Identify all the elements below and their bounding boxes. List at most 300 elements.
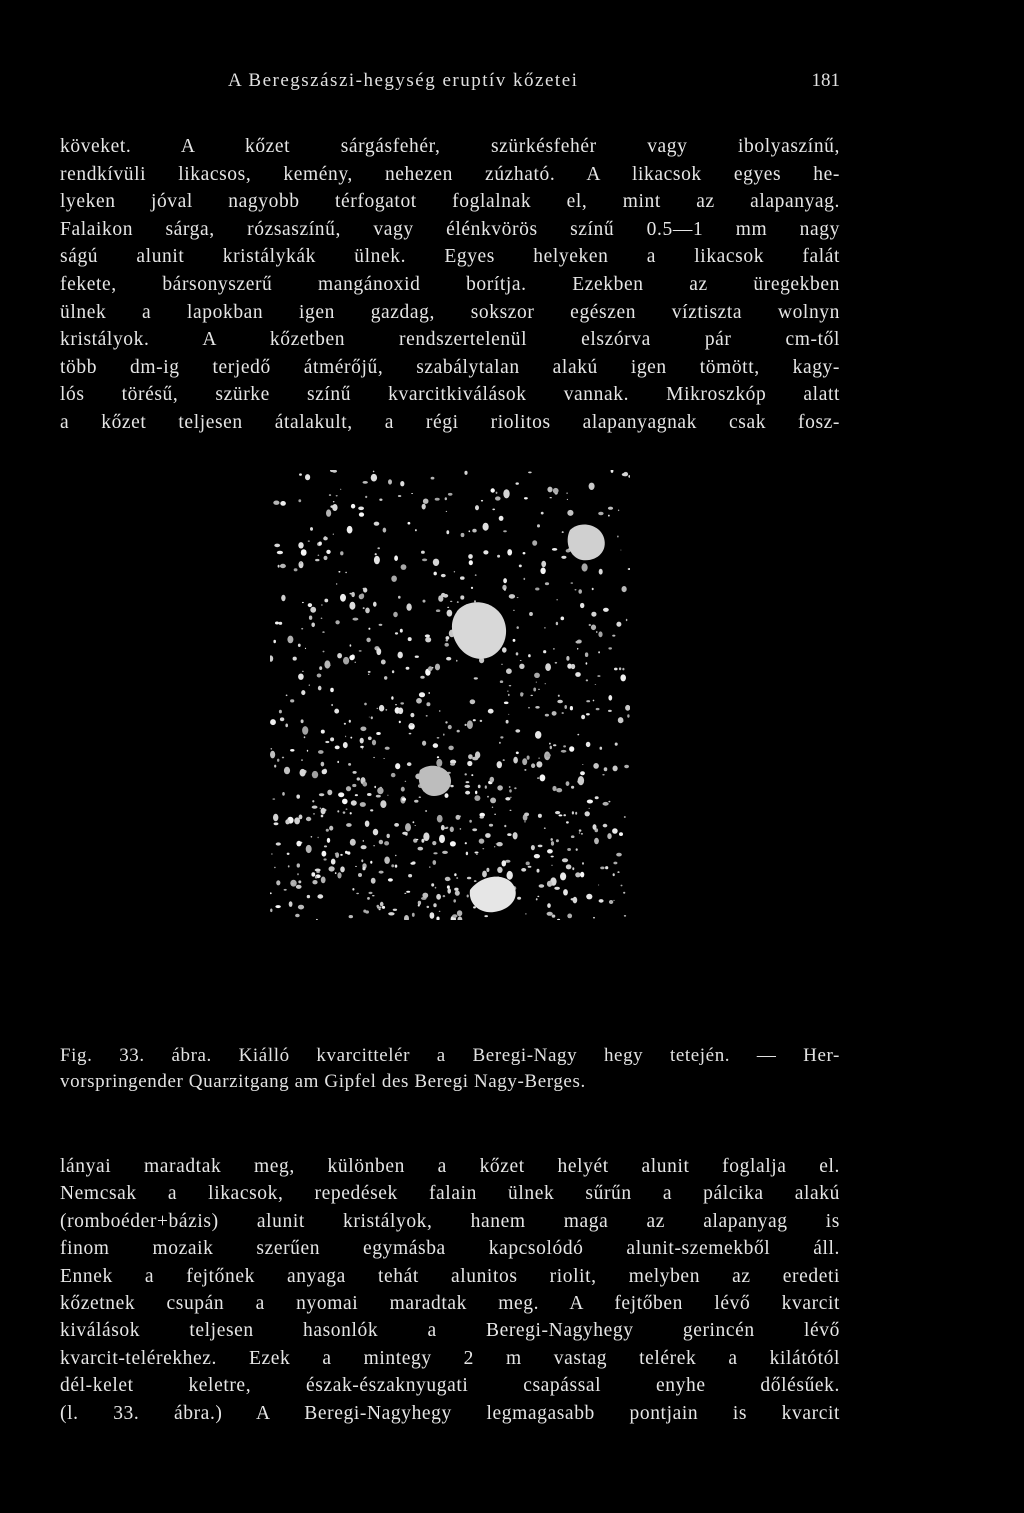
speckle	[380, 902, 384, 907]
speckle	[497, 761, 502, 768]
speckle	[322, 851, 327, 857]
speckle	[349, 720, 351, 723]
speckle	[310, 527, 313, 531]
speckle	[343, 657, 349, 665]
speckle	[446, 511, 447, 512]
speckle	[319, 542, 322, 546]
speckle	[567, 499, 568, 500]
speckle	[535, 706, 539, 709]
speckle	[528, 654, 531, 657]
speckle	[572, 811, 574, 814]
speckle	[508, 694, 510, 696]
speckle	[310, 607, 316, 613]
speckle	[351, 504, 355, 509]
speckle	[298, 880, 301, 883]
speckle	[467, 761, 472, 766]
speckle	[471, 587, 473, 589]
speckle	[408, 874, 412, 877]
speckle	[523, 578, 525, 580]
speckle	[326, 829, 329, 832]
speckle	[373, 829, 378, 836]
speckle	[578, 589, 582, 594]
speckle	[419, 796, 421, 798]
speckle	[566, 656, 569, 661]
text-line: finom mozaik szerűen egymásba kapcsolódó alunit-szemekből áll.	[60, 1238, 840, 1260]
speckle	[551, 838, 553, 841]
speckle	[379, 909, 381, 911]
speckle	[401, 564, 407, 570]
speckle	[452, 914, 457, 917]
speckle	[279, 622, 283, 625]
speckle	[274, 544, 280, 548]
speckle	[618, 510, 619, 512]
speckle	[301, 549, 307, 556]
speckle	[429, 866, 430, 867]
speckle	[333, 501, 335, 502]
speckle	[474, 677, 478, 679]
speckle	[553, 488, 559, 494]
speckle	[284, 767, 290, 775]
speckle	[497, 555, 500, 558]
text-line: Nemcsak a likacsok, repedések falain ülnek sűrűn a pálcika alakú	[60, 1183, 840, 1205]
speckle	[353, 771, 357, 774]
speckle	[476, 854, 478, 855]
speckle	[591, 625, 596, 631]
speckle	[460, 576, 465, 579]
speckle	[521, 868, 526, 872]
speckle	[315, 559, 319, 561]
speckle	[465, 842, 467, 844]
speckle	[346, 809, 348, 810]
speckle	[292, 883, 294, 885]
speckle	[622, 586, 627, 592]
speckle	[398, 596, 401, 599]
speckle	[379, 624, 383, 626]
speckle	[393, 909, 397, 911]
speckle	[321, 605, 323, 606]
speckle	[436, 609, 440, 612]
speckle	[566, 549, 570, 552]
speckle	[585, 811, 590, 816]
speckle	[431, 883, 434, 886]
speckle	[377, 787, 383, 794]
speckle	[372, 895, 375, 896]
speckle	[441, 593, 445, 597]
speckle	[454, 873, 456, 876]
speckle	[306, 817, 311, 821]
speckle	[327, 790, 332, 796]
speckle	[391, 576, 397, 582]
caption-line: vorspringender Quarzitgang am Gipfel des Beregi Nagy-Berges.	[60, 1071, 586, 1092]
speckle	[525, 913, 526, 914]
speckle	[331, 859, 336, 865]
speckle	[367, 793, 372, 796]
speckle	[532, 540, 537, 546]
speckle	[423, 499, 429, 504]
running-header	[60, 70, 840, 100]
speckle	[503, 530, 507, 532]
speckle	[579, 829, 582, 831]
speckle	[275, 622, 279, 625]
speckle	[441, 574, 446, 577]
speckle	[557, 599, 558, 600]
speckle	[556, 839, 559, 842]
speckle	[537, 777, 539, 779]
speckle	[312, 800, 314, 802]
speckle	[604, 767, 608, 771]
speckle	[509, 685, 512, 686]
speckle	[421, 839, 424, 843]
speckle	[558, 695, 560, 697]
text-line: rendkívüli likacsos, kemény, nehezen zúzható. A likacsok egyes he-	[60, 163, 840, 185]
speckle	[608, 710, 612, 712]
speckle	[484, 915, 488, 917]
speckle	[363, 782, 368, 787]
text-line: több dm-ig terjedő átmérőjű, szabálytalan alakú igen tömött, kagy-	[60, 356, 840, 378]
speckle	[388, 912, 394, 915]
speckle	[297, 863, 300, 867]
speckle	[365, 496, 367, 498]
speckle	[582, 862, 584, 865]
speckle	[391, 696, 393, 700]
speckle	[395, 632, 398, 634]
speckle	[598, 651, 600, 653]
speckle	[552, 548, 557, 551]
speckle	[300, 562, 302, 565]
speckle	[356, 893, 359, 894]
speckle	[545, 582, 549, 585]
speckle	[538, 758, 539, 759]
speckle	[486, 868, 489, 872]
speckle	[329, 494, 331, 495]
speckle	[365, 608, 370, 614]
speckle	[436, 894, 441, 900]
speckle	[369, 892, 373, 894]
speckle	[317, 674, 322, 678]
speckle	[298, 499, 301, 502]
speckle	[608, 801, 610, 803]
speckle	[509, 786, 511, 788]
speckle	[550, 746, 552, 750]
speckle	[320, 807, 321, 809]
speckle	[400, 481, 404, 486]
speckle	[301, 759, 303, 761]
speckle	[468, 554, 473, 559]
speckle	[563, 889, 568, 895]
speckle	[284, 889, 287, 891]
speckle	[322, 769, 327, 774]
speckle	[446, 636, 450, 640]
speckle	[567, 510, 573, 516]
speckle	[374, 556, 380, 565]
speckle	[296, 885, 302, 889]
speckle	[469, 820, 472, 823]
speckle	[478, 785, 481, 789]
speckle	[538, 689, 540, 690]
speckle	[434, 572, 437, 576]
speckle	[599, 899, 604, 903]
speckle	[534, 673, 540, 678]
speckle	[545, 683, 547, 684]
speckle	[510, 810, 512, 811]
speckle	[450, 763, 455, 766]
speckle	[289, 901, 293, 907]
speckle	[270, 751, 275, 759]
speckle	[475, 791, 477, 795]
speckle	[566, 493, 568, 494]
speckle	[374, 786, 376, 788]
speckle	[483, 523, 489, 531]
speckle	[324, 858, 327, 860]
speckle	[624, 765, 629, 768]
speckle	[446, 639, 449, 641]
speckle	[288, 865, 290, 867]
speckle	[323, 537, 328, 541]
speckle	[308, 541, 310, 542]
speckle	[435, 498, 440, 501]
speckle	[321, 730, 325, 734]
speckle	[535, 731, 541, 739]
speckle	[350, 839, 356, 846]
speckle	[290, 699, 294, 702]
speckle	[376, 795, 381, 798]
speckle	[294, 568, 298, 571]
speckle	[603, 802, 609, 806]
speckle	[562, 531, 564, 533]
speckle	[506, 720, 509, 724]
speckle	[305, 474, 310, 480]
speckle	[290, 749, 294, 752]
speckle	[570, 706, 573, 710]
speckle	[582, 764, 583, 765]
speckle	[406, 891, 410, 893]
speckle	[537, 896, 539, 897]
speckle	[527, 756, 530, 760]
speckle	[324, 660, 330, 668]
speckle	[618, 717, 624, 723]
text-line: lós törésű, szürke színű kvarcitkiválások vannak. Mikroszkóp alatt	[60, 384, 840, 406]
speckle	[287, 636, 293, 644]
speckle	[312, 806, 318, 809]
speckle	[370, 861, 372, 864]
speckle	[507, 549, 512, 555]
speckle	[577, 734, 579, 736]
speckle	[279, 710, 282, 714]
speckle	[376, 732, 381, 735]
speckle	[274, 822, 279, 825]
speckle	[318, 837, 319, 838]
speckle	[362, 748, 363, 749]
speckle	[439, 710, 441, 711]
speckle	[541, 512, 544, 515]
speckle	[352, 784, 356, 787]
speckle	[422, 741, 426, 746]
speckle	[546, 754, 551, 758]
speckle	[368, 628, 370, 630]
speckle	[416, 839, 418, 840]
speckle	[392, 670, 394, 673]
speckle	[349, 915, 353, 918]
speckle	[571, 664, 575, 669]
speckle	[555, 811, 560, 814]
speckle	[507, 691, 508, 692]
speckle	[474, 795, 480, 801]
speckle	[395, 865, 398, 868]
speckle	[556, 788, 562, 792]
speckle	[475, 574, 477, 576]
speckle	[490, 777, 495, 783]
speckle	[363, 840, 364, 842]
speckle	[270, 719, 276, 725]
speckle	[487, 796, 488, 798]
speckle	[622, 721, 623, 722]
speckle	[465, 785, 471, 788]
speckle	[290, 880, 296, 887]
speckle	[384, 676, 387, 680]
speckle	[293, 657, 297, 661]
speckle	[613, 900, 614, 901]
speckle	[423, 832, 429, 841]
speckle	[280, 564, 286, 568]
speckle	[488, 709, 494, 714]
speckle	[547, 881, 552, 887]
speckle	[321, 762, 325, 767]
speckle	[529, 612, 533, 616]
speckle	[345, 736, 346, 738]
speckle	[295, 914, 300, 918]
speckle	[522, 758, 527, 765]
speckle	[370, 809, 373, 811]
speckle	[481, 500, 483, 502]
speckle	[520, 660, 522, 661]
speckle	[371, 878, 376, 884]
speckle	[278, 565, 280, 568]
speckle	[277, 759, 279, 762]
speckle	[363, 481, 368, 484]
speckle	[573, 897, 578, 904]
speckle	[600, 747, 603, 750]
speckle	[549, 743, 551, 745]
speckle	[516, 652, 519, 655]
speckle	[298, 905, 304, 910]
speckle	[421, 551, 425, 554]
speckle	[405, 823, 411, 831]
caption-line: Fig. 33. ábra. Kiálló kvarcittelér a Beregi-Nagy hegy tetején. — Her-	[60, 1045, 840, 1066]
header-title: A Beregszászi-hegység eruptív kőzetei	[228, 70, 579, 91]
speckle	[360, 727, 366, 732]
speckle	[536, 898, 538, 900]
speckle	[355, 794, 358, 796]
speckle	[449, 879, 450, 880]
speckle	[472, 828, 477, 831]
speckle	[622, 668, 624, 671]
speckle	[578, 776, 584, 785]
speckle	[464, 471, 467, 475]
speckle	[445, 643, 449, 647]
speckle	[350, 644, 352, 647]
speckle	[551, 841, 554, 846]
speckle	[338, 571, 340, 573]
speckle	[454, 888, 458, 891]
speckle	[443, 895, 446, 897]
speckle	[426, 715, 428, 716]
speckle	[394, 555, 398, 561]
speckle	[445, 877, 451, 881]
speckle	[586, 679, 588, 681]
speckle	[335, 872, 337, 874]
speckle	[469, 560, 473, 565]
speckle	[617, 536, 618, 538]
speckle	[577, 648, 578, 650]
speckle	[430, 912, 435, 919]
speckle	[509, 789, 512, 792]
speckle	[387, 795, 388, 796]
speckle	[613, 766, 618, 772]
speckle	[517, 597, 519, 598]
speckle	[593, 824, 597, 830]
speckle	[420, 676, 424, 679]
speckle	[620, 550, 621, 551]
speckle	[433, 743, 438, 748]
speckle	[337, 761, 339, 763]
speckle	[355, 662, 356, 663]
speckle	[425, 810, 427, 812]
speckle	[598, 512, 603, 515]
speckle	[285, 724, 288, 728]
speckle	[485, 785, 487, 788]
speckle	[337, 653, 342, 658]
speckle	[300, 769, 306, 777]
page-number: 181	[811, 70, 840, 91]
speckle	[547, 903, 551, 908]
speckle	[554, 887, 560, 890]
speckle	[497, 785, 503, 790]
speckle	[524, 769, 526, 771]
speckle	[311, 872, 315, 876]
speckle	[361, 845, 367, 849]
text-line: kiválások teljesen hasonlók a Beregi-Nagyhegy gerincén lévő	[60, 1320, 840, 1342]
figure-quartzite-vein-photo	[270, 470, 630, 920]
speckle	[343, 811, 346, 813]
speckle	[324, 556, 328, 560]
speckle	[402, 832, 408, 835]
speckle	[422, 893, 428, 899]
speckle	[530, 695, 533, 696]
speckle	[398, 708, 403, 715]
speckle	[559, 814, 563, 816]
speckle	[302, 671, 304, 672]
speckle	[409, 733, 412, 735]
speckle	[608, 507, 613, 510]
speckle	[591, 612, 596, 617]
speckle	[575, 672, 581, 677]
speckle	[466, 781, 470, 783]
speckle	[324, 599, 328, 603]
speckle	[551, 856, 554, 858]
speckle	[422, 559, 427, 562]
speckle	[312, 771, 318, 778]
speckle	[373, 845, 374, 846]
speckle	[455, 890, 460, 895]
speckle	[405, 781, 406, 782]
speckle	[580, 872, 584, 878]
speckle	[598, 631, 602, 637]
speckle	[473, 906, 476, 908]
speckle	[626, 619, 628, 621]
speckle	[437, 756, 439, 758]
speckle	[553, 648, 555, 649]
speckle	[431, 477, 435, 480]
